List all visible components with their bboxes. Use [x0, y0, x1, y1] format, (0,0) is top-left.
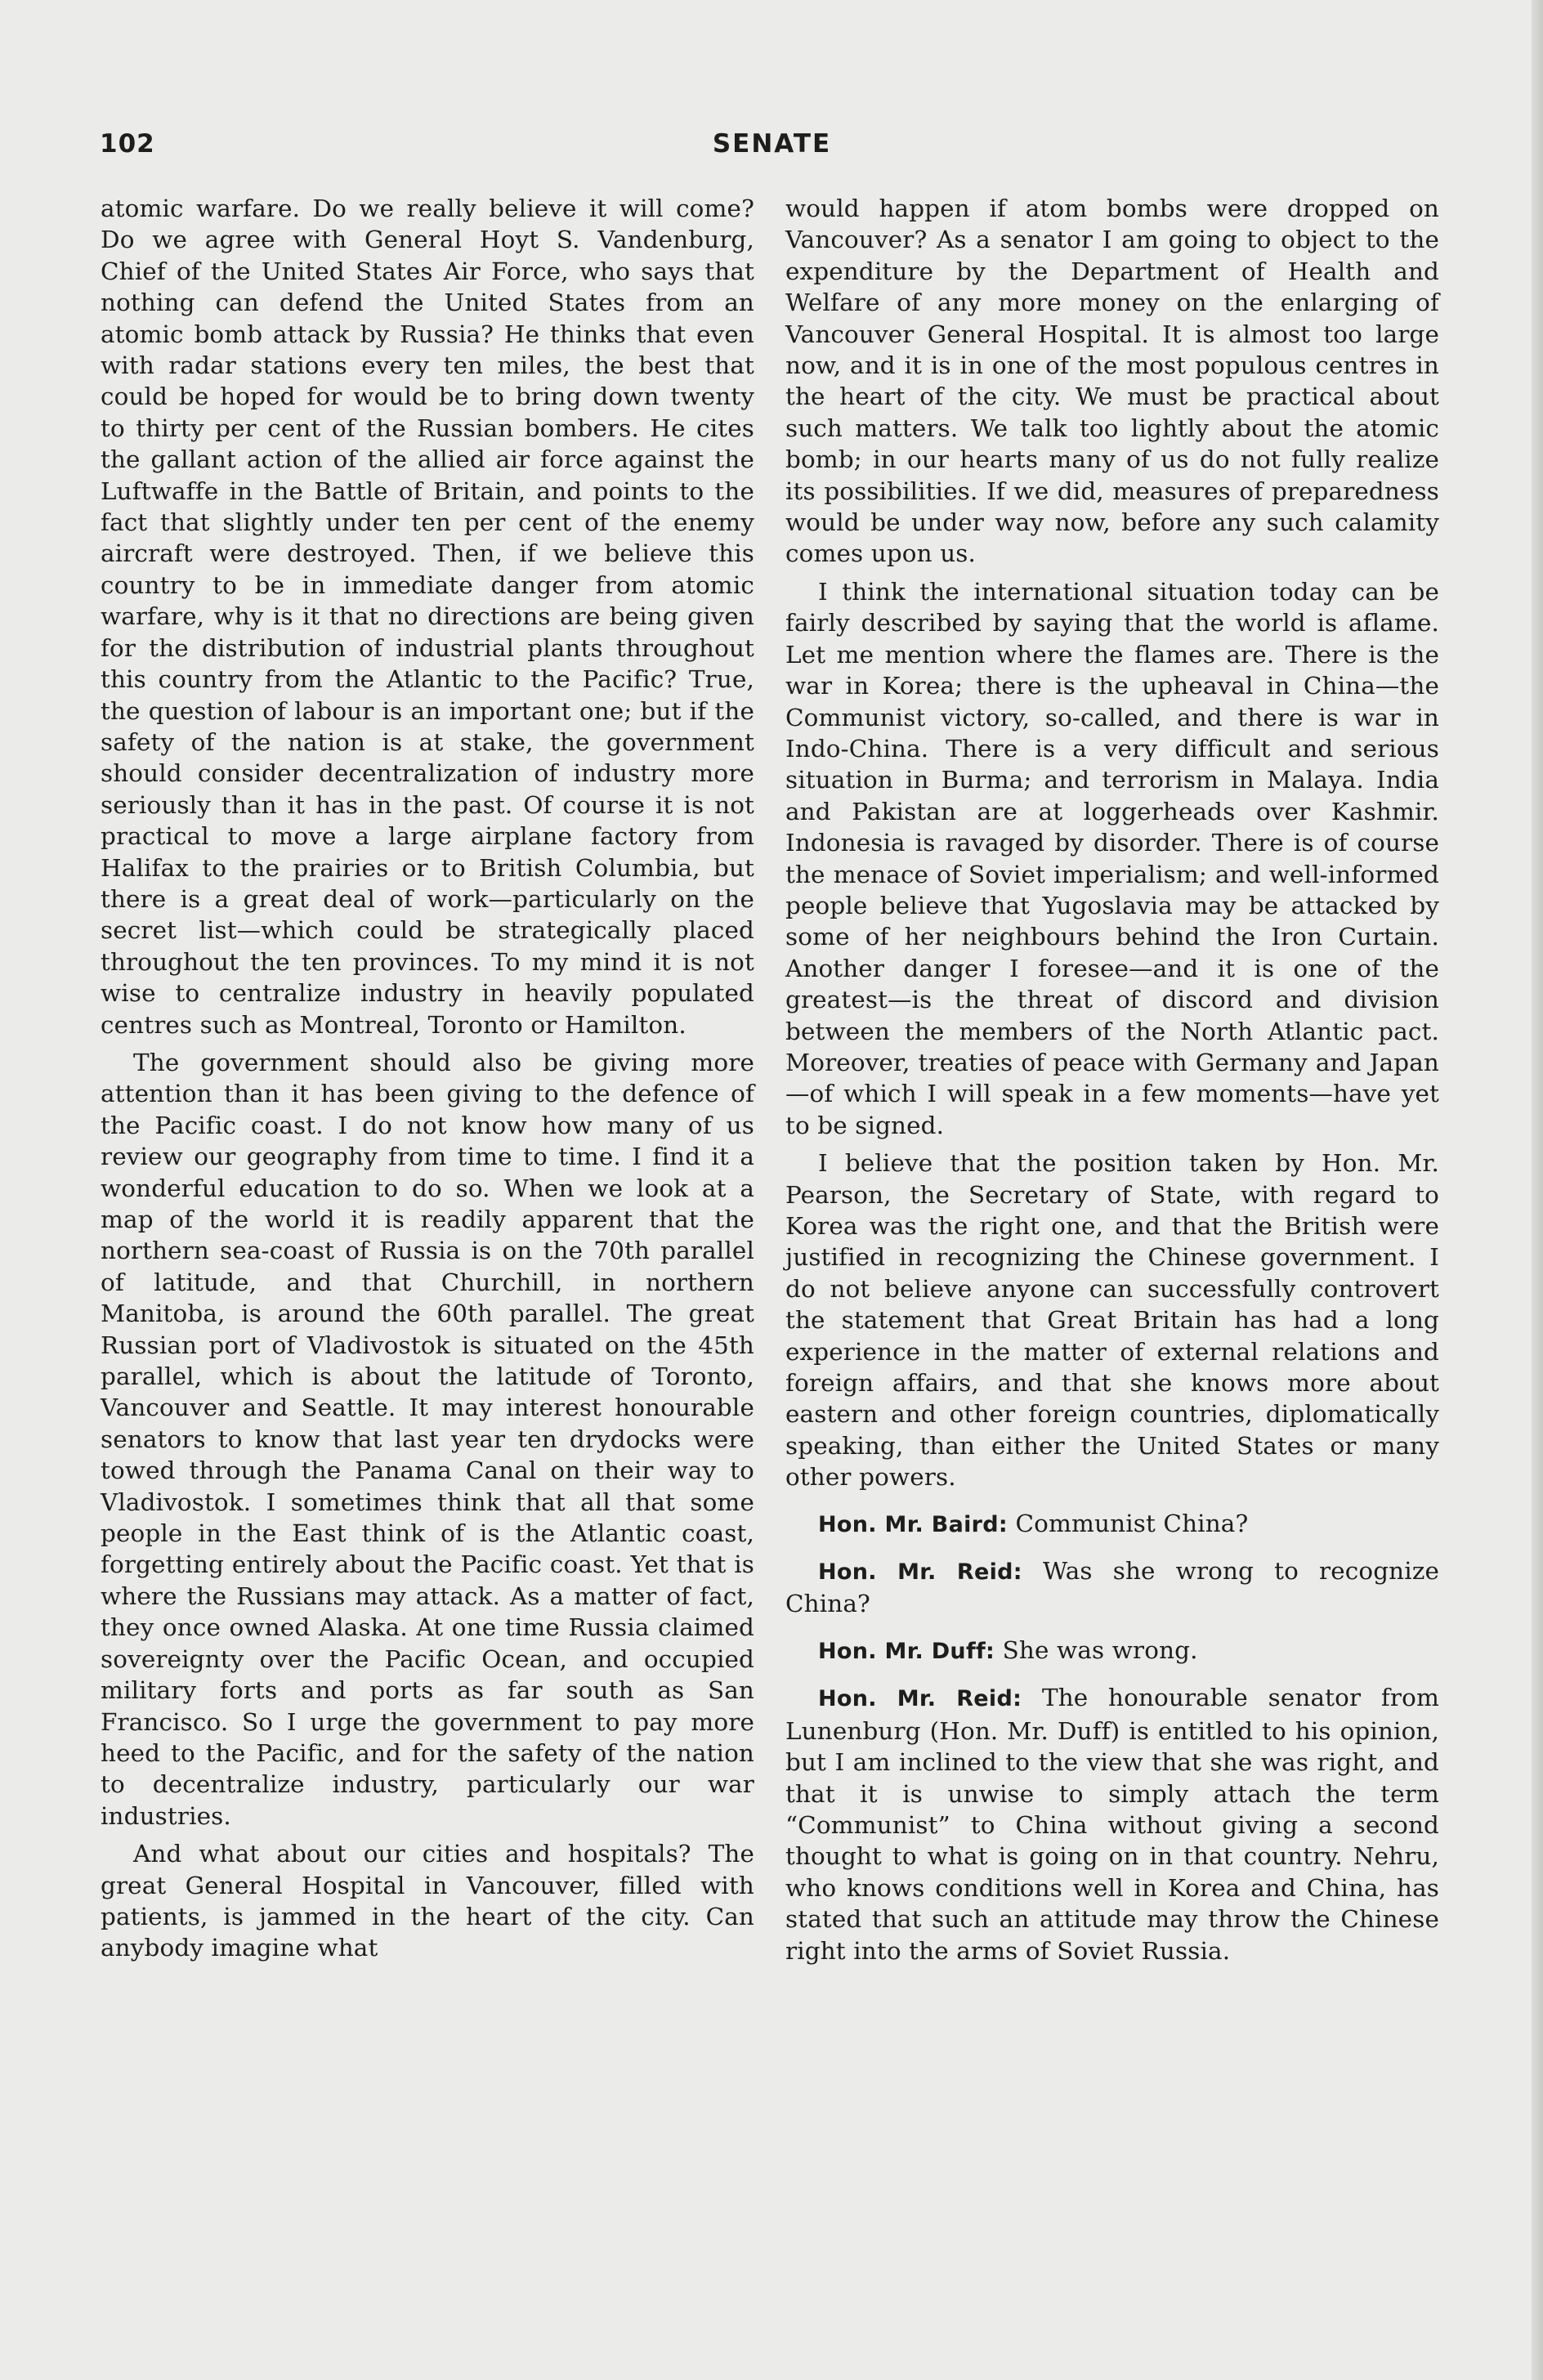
page-number: 102 — [100, 129, 155, 159]
speech-text: Was she wrong to recognize China? — [785, 1557, 1439, 1618]
page-header — [100, 129, 1444, 170]
speech-exchange — [785, 1635, 1439, 1667]
speech-text: Communist China? — [1015, 1509, 1249, 1537]
paragraph: I believe that the position taken by Hon. Mr. Pearson, the Secretary of State, with regard to Korea was the right one, and that the British were justified in recognizing the Chinese government. I do not believe anyone can successfully controvert the statement that Great Britain has had a long experience in the matter of external relations and foreign affairs, and that she knows more about eastern and other foreign countries, diplomatically speaking, than either the United States or many other powers. — [785, 1149, 1439, 1492]
page-edge-shadow — [1532, 0, 1543, 2380]
left-column — [101, 193, 754, 1964]
speech-exchange — [785, 1682, 1439, 1966]
speaker-name: Hon. Mr. Reid: — [818, 1559, 1022, 1586]
running-head: SENATE — [712, 129, 832, 159]
speech-text: The honourable senator from Lunenburg (Hon. Mr. Duff) is entitled to his opinion, but I am inclined to the view that she was right, and that it is unwise to simply attach the term “Communist” to China without giving a second thought to what is going on in that country. Nehru, who knows conditions well in Korea and China, has stated that such an attitude may throw the Chinese right into the arms of Soviet Russia. — [785, 1684, 1439, 1965]
speaker-name: Hon. Mr. Duff: — [818, 1638, 995, 1664]
paragraph: I think the international situation today can be fairly described by saying that the world is aflame. Let me mention where the flames are. There is the war in Korea; there is the upheaval in China—the Communist victory, so-called, and there is war in Indo-China. There is a very difficult and serious situation in Burma; and terrorism in Malaya. India and Pakistan are at loggerheads over Kashmir. Indonesia is ravaged by disorder. There is of course the menace of Soviet imperialism; and well-informed people believe that Yugoslavia may be attacked by some of her neighbours behind the Iron Curtain. Another danger I foresee—and it is one of the greatest—is the threat of discord and division between the members of the North Atlantic pact. Moreover, treaties of peace with Germany and Japan—of which I will speak in a few moments—have yet to be signed. — [785, 577, 1439, 1139]
paragraph: The government should also be giving more attention than it has been giving to the defence of the Pacific coast. I do not know how many of us review our geography from time to time. I find it a wonderful education to do so. When we look at a map of the world it is readily apparent that the northern sea-coast of Russia is on the 70th parallel of latitude, and that Churchill, in northern Manitoba, is around the 60th parallel. The great Russian port of Vladivostok is situated on the 45th parallel, which is about the latitude of Toronto, Vancouver and Seattle. It may interest honourable senators to know that last year ten drydocks were towed through the Panama Canal on their way to Vladivostok. I sometimes think that all that some people in the East think of is the Atlantic coast, forgetting entirely about the Pacific coast. Yet that is where the Russians may attack. As a matter of fact, they once owned Alaska. At one time Russia claimed sovereignty over the Pacific Ocean, and occupied military forts and ports as far south as San Francisco. So I urge the government to pay more heed to the Pacific, and for the safety of the nation to decentralize industry, particularly our war industries. — [101, 1048, 754, 1830]
paragraph: And what about our cities and hospitals? The great General Hospital in Vancouver, filled with patients, is jammed in the heart of the city. Can anybody imagine what — [101, 1840, 754, 1962]
speech-exchange — [785, 1555, 1439, 1620]
right-column — [785, 193, 1439, 1966]
paragraph: atomic warfare. Do we really believe it will come? Do we agree with General Hoyt S. Vandenburg, Chief of the United States Air Force, who says that nothing can defend the United States from an atomic bomb attack by Russia? He thinks that even with radar stations every ten miles, the best that could be hoped for would be to bring down twenty to thirty per cent of the Russian bombers. He cites the gallant action of the allied air force against the Luftwaffe in the Battle of Britain, and points to the fact that slightly under ten per cent of the enemy aircraft were destroyed. Then, if we believe this country to be in immediate danger from atomic warfare, why is it that no directions are being given for the distribution of industrial plants throughout this country from the Atlantic to the Pacific? True, the question of labour is an important one; but if the safety of the nation is at stake, the government should consider decentralization of industry more seriously than it has in the past. Of course it is not practical to move a large airplane factory from Halifax to the prairies or to British Columbia, but there is a great deal of work—particularly on the secret list—which could be strategically placed throughout the ten provinces. To my mind it is not wise to centralize industry in heavily populated centres such as Montreal, Toronto or Hamilton. — [101, 195, 754, 1039]
speaker-name: Hon. Mr. Reid: — [818, 1686, 1022, 1712]
paragraph: would happen if atom bombs were dropped on Vancouver? As a senator I am going to object to the expenditure by the Department of Health and Welfare of any more money on the enlarging of Vancouver General Hospital. It is almost too large now, and it is in one of the most populous centres in the heart of the city. We must be practical about such matters. We talk too lightly about the atomic bomb; in our hearts many of us do not fully realize its possibilities. If we did, measures of preparedness would be under way now, before any such calamity comes upon us. — [785, 195, 1439, 568]
speech-text: She was wrong. — [1002, 1635, 1198, 1664]
speech-exchange — [785, 1508, 1439, 1541]
speaker-name: Hon. Mr. Baird: — [818, 1511, 1009, 1537]
